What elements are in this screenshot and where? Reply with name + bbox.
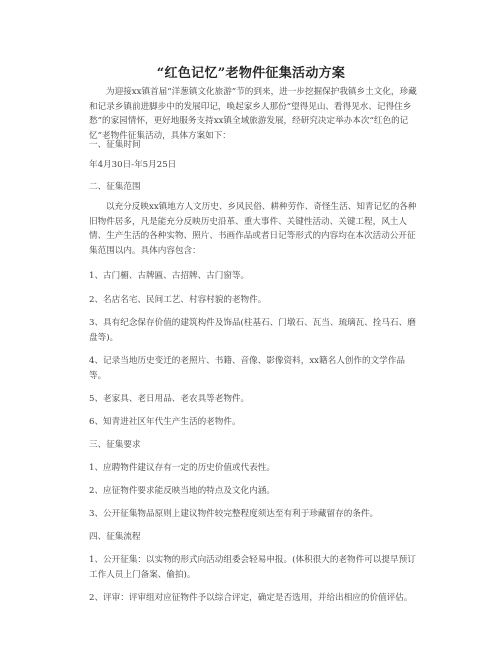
scope-list-item: 4、记录当地历史变迁的老照片、书籍、音像、影像资料，xx籍名人创作的文学作品等。	[89, 356, 405, 381]
scope-list-item: 6、知青进社区年代生产生活的老物件。	[89, 417, 241, 427]
document-title: “红色记忆”老物件征集活动方案	[156, 66, 346, 81]
requirement-item: 1、应聘物件建议存有一定的历史价值或代表性。	[89, 463, 275, 473]
scope-paragraph: 以充分反映xx镇地方人文历史、乡风民俗、耕种劳作、奇怪生活、知青记忆的各种旧物件居多，凡是能充分反映历史沿革、重大事件、关键性活动、关键工程，风土人情、生产生活的各种实物、照片、书画作品或者日记等形式的内容均在本次活动公开征集范围以内。具体内容包含：	[89, 202, 417, 256]
requirement-item: 2、应征物件要求能反映当地的特点及文化内涵。	[89, 486, 275, 496]
section-heading-process: 四、征集流程	[89, 532, 141, 542]
section-heading-scope: 二、征集范围	[89, 182, 141, 192]
scope-list-item: 1、古门楣、古牌匾、古招牌、古门窗等。	[89, 271, 250, 281]
scope-list-item: 3、具有纪念保存价值的建筑构件及饰品(柱基石、门墩石、瓦当、琉璃瓦、拴马石、磨盘等)。	[89, 318, 416, 343]
scope-list-item: 2、名店名宅、民间工艺、村容村貌的老物件。	[89, 295, 267, 305]
process-item: 2、评审：评审组对应征物件予以综合评定，确定是否选用，并给出相应的价值评估。	[89, 593, 413, 603]
section-heading-requirements: 三、征集要求	[89, 440, 141, 450]
section-heading-time: 一、征集时间	[89, 140, 141, 150]
process-item: 1、公开征集：以实物的形式向活动组委会轻易申报。(体积很大的老物件可以提早预订工作人员上门备案、偷拍)。	[89, 555, 416, 580]
requirement-item: 3、公开征集物品原则上建议物件较完整程度须达至有利于珍藏留存的条件。	[89, 509, 379, 519]
time-text: 年4月30日-年5月25日	[89, 160, 177, 170]
scope-list-item: 5、老家具、老日用品、老农具等老物件。	[89, 394, 250, 404]
intro-paragraph: 为迎接xx镇首届“洋葱镇文化旅游”节的到来，进一步挖掘保护我镇乡土文化，珍藏和记录乡镇前进脚步中的发展印记，唤起家乡人那份“望得见山、看得见水、记得住乡愁”的家园情怀，更好地服务支持xx镇全域旅游发展，经研究决定举办本次“红色的记忆”老物件征集活动，具体方案如下：	[89, 87, 417, 141]
